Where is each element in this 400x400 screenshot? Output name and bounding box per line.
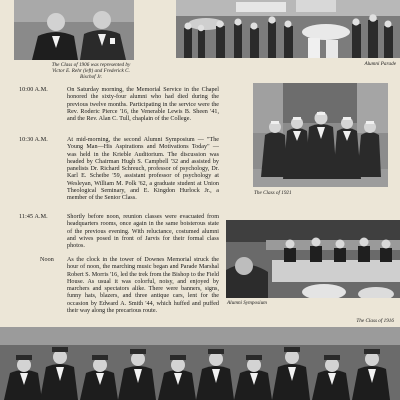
class-of-1906-photo <box>14 0 134 60</box>
schedule-time-2: 10:30 A.M. <box>19 137 48 143</box>
schedule-text-1: On Saturday morning, the Memorial Service in the Chapel honored the sixty-four alumni who had died during the previous twelve months. Participating in the service were the Rev. Roderic Pierce '16, the Venerable Lewis B. Sheen '41, and the Rev. Alan C. Tull, chaplain of the College. <box>67 87 219 122</box>
alumni-parade-photo <box>176 0 400 58</box>
schedule-text-4: As the clock in the tower of Downes Memorial struck the hour of noon, the marching music began and Parade Marshal Robert S. Morris '16, led the trek from the Bishop to the Field House. As usual it was colorful, noisy, and enjoyed by marchers and spectators alike. There were banners, signs, funny hats, blazers, and three antique cars, lent for the occasion by Edward A. Smith '44, which huffed and puffed their way along the precarious route. <box>67 257 219 314</box>
schedule-time-4: Noon <box>40 257 54 263</box>
class-of-1906-caption: The Class of 1906 was represented by Victor E. Rehr (left) and Frederick C. Bischof Jr. <box>51 62 131 81</box>
schedule-time-3: 11:45 A.M. <box>19 214 48 220</box>
class-of-1921-photo <box>253 83 388 187</box>
class-of-1921-caption: The Class of 1921 <box>254 190 292 196</box>
alumni-symposium-photo <box>226 220 400 298</box>
class-of-1916-photo <box>0 327 400 400</box>
schedule-time-1: 10:00 A.M. <box>19 87 48 93</box>
alumni-parade-caption: Alumni Parade <box>364 61 396 67</box>
schedule-text-3: Shortly before noon, reunion classes were evacuated from headquarters rooms, once again in the same boisterous state of the previous evening. With reluctance, costumed alumni and wives posed in front of Jarvis for their formal class photos. <box>67 214 219 249</box>
class-of-1916-caption: The Class of 1916 <box>356 318 394 324</box>
alumni-symposium-caption: Alumni Symposium <box>227 300 267 306</box>
schedule-text-2: At mid-morning, the second Alumni Symposium — "The Young Man—His Aspirations and Motivations Today" — was held in the Krieble Auditorium. The discussion was headed by Chairman Hugh S. Campbell '32 and assisted by panelists Dr. Richard Schreuch, professor of psychology, Dr. Karl E. Scheibe '59, assistant professor of psychology at Wesleyan, William M. Polk '62, a graduate student at Union Theological Seminary, and E. Kingdon Hurlock Jr., a member of the Senior Class. <box>67 137 219 201</box>
